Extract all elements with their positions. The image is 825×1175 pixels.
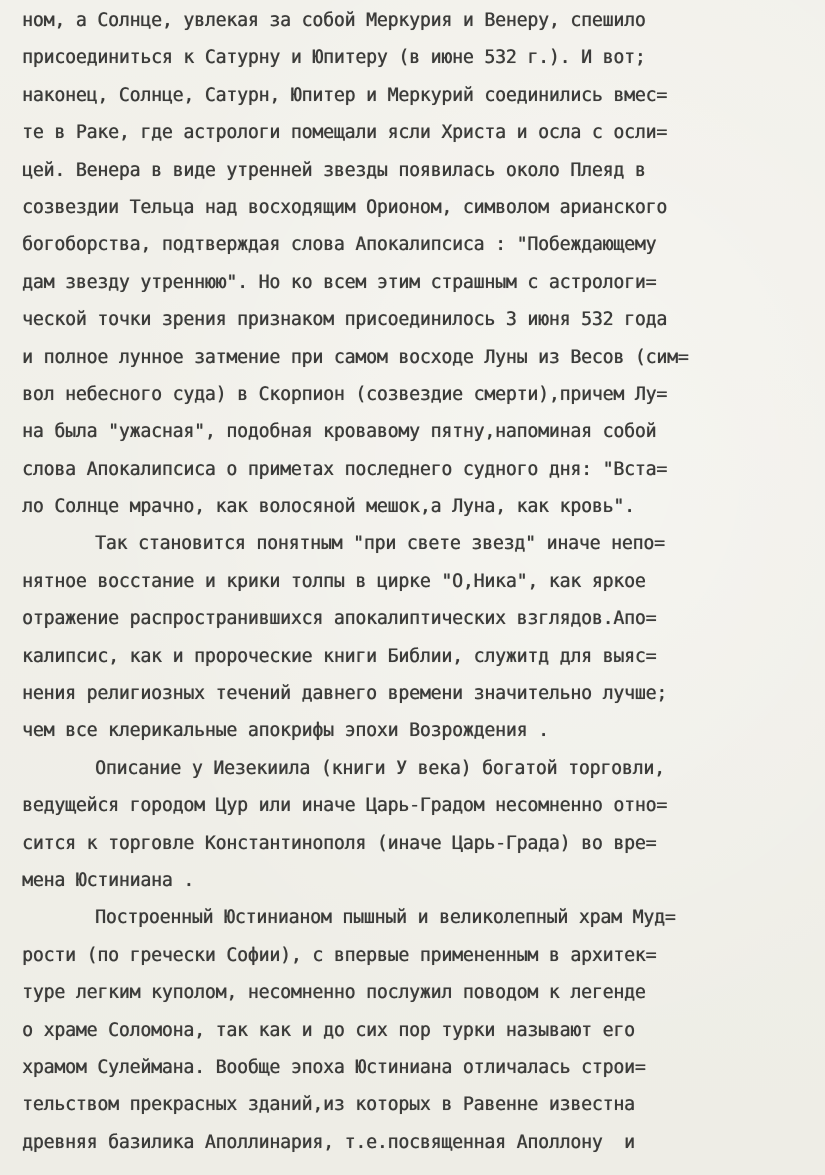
paragraph-start-line: Так становится понятным "при свете звезд" иначе непо= xyxy=(95,533,665,555)
text-line-24: мена Юстиниана . xyxy=(22,869,194,891)
paragraph-start-line: Описание у Иезекиила (книги У века) богатой торговли, xyxy=(95,757,665,779)
text-line-8: дам звезду утреннюю". Но ко всем этим страшным с астрологи= xyxy=(22,271,657,293)
text-line-20: чем все клерикальные апокрифы эпохи Возрождения . xyxy=(22,720,549,742)
text-line-4: те в Раке, где астрологи помещали ясли Христа и осла с осли= xyxy=(22,122,667,144)
text-line-28: о храме Соломона, так как и до сих пор турки называют его xyxy=(22,1019,635,1041)
text-line-7: богоборства, подтверждая слова Апокалипсиса : "Побеждающему xyxy=(22,234,657,256)
text-line-18: калипсис, как и пророческие книги Библии, служитд для выяс= xyxy=(22,645,657,667)
text-line-29: храмом Сулеймана. Вообще эпоха Юстиниана отличалась строи= xyxy=(22,1056,646,1078)
text-line-6: созвездии Тельца над восходящим Орионом, символом арианского xyxy=(22,196,667,218)
text-line-5: цей. Венера в виде утренней звезды появилась около Плеяд в xyxy=(22,159,646,181)
text-line-27: туре легким куполом, несомненно послужил поводом к легенде xyxy=(22,982,646,1004)
text-line-30: тельством прекрасных зданий,из которых в Равенне известна xyxy=(22,1094,635,1116)
text-line-11: вол небесного суда) в Скорпион (созвездие смерти),причем Лу= xyxy=(22,383,667,405)
text-line-17: отражение распространившихся апокалиптических взглядов.Апо= xyxy=(22,608,657,630)
text-line-9: ческой точки зрения признаком присоединилось 3 июня 532 года xyxy=(22,309,667,331)
text-line-12: на была "ужасная", подобная кровавому пятну,напоминая собой xyxy=(22,421,657,443)
text-line-16: нятное восстание и крики толпы в цирке "О,Ника", как яркое xyxy=(22,570,646,592)
text-line-13: слова Апокалипсиса о приметах последнего судного дня: "Вста= xyxy=(22,458,667,480)
text-line-22: ведущейся городом Цур или иначе Царь-Градом несомненно отно= xyxy=(22,795,667,817)
text-line-10: и полное лунное затмение при самом восходе Луны из Весов (сим= xyxy=(22,346,689,368)
document-text xyxy=(22,2,822,1161)
text-line-23: сится к торговле Константинополя (иначе Царь-Града) во вре= xyxy=(22,832,657,854)
text-line-26: рости (по гречески Софии), с впервые примененным в архитек= xyxy=(22,944,657,966)
paragraph-start-line: Построенный Юстинианом пышный и великолепный храм Муд= xyxy=(95,907,676,929)
text-line-14: ло Солнце мрачно, как волосяной мешок,а Луна, как кровь". xyxy=(22,496,635,518)
text-line-2: присоединиться к Сатурну и Юпитеру (в июне 532 г.). И вот; xyxy=(22,47,646,69)
text-line-3: наконец, Солнце, Сатурн, Юпитер и Меркурий соединились вмес= xyxy=(22,84,667,106)
text-line-1: ном, а Солнце, увлекая за собой Меркурия и Венеру, спешило xyxy=(22,10,646,31)
text-line-19: нения религиозных течений давнего времени значительно лучше; xyxy=(22,683,667,705)
text-line-31: древняя базилика Аполлинария, т.е.посвященная Аполлону и xyxy=(22,1131,635,1153)
